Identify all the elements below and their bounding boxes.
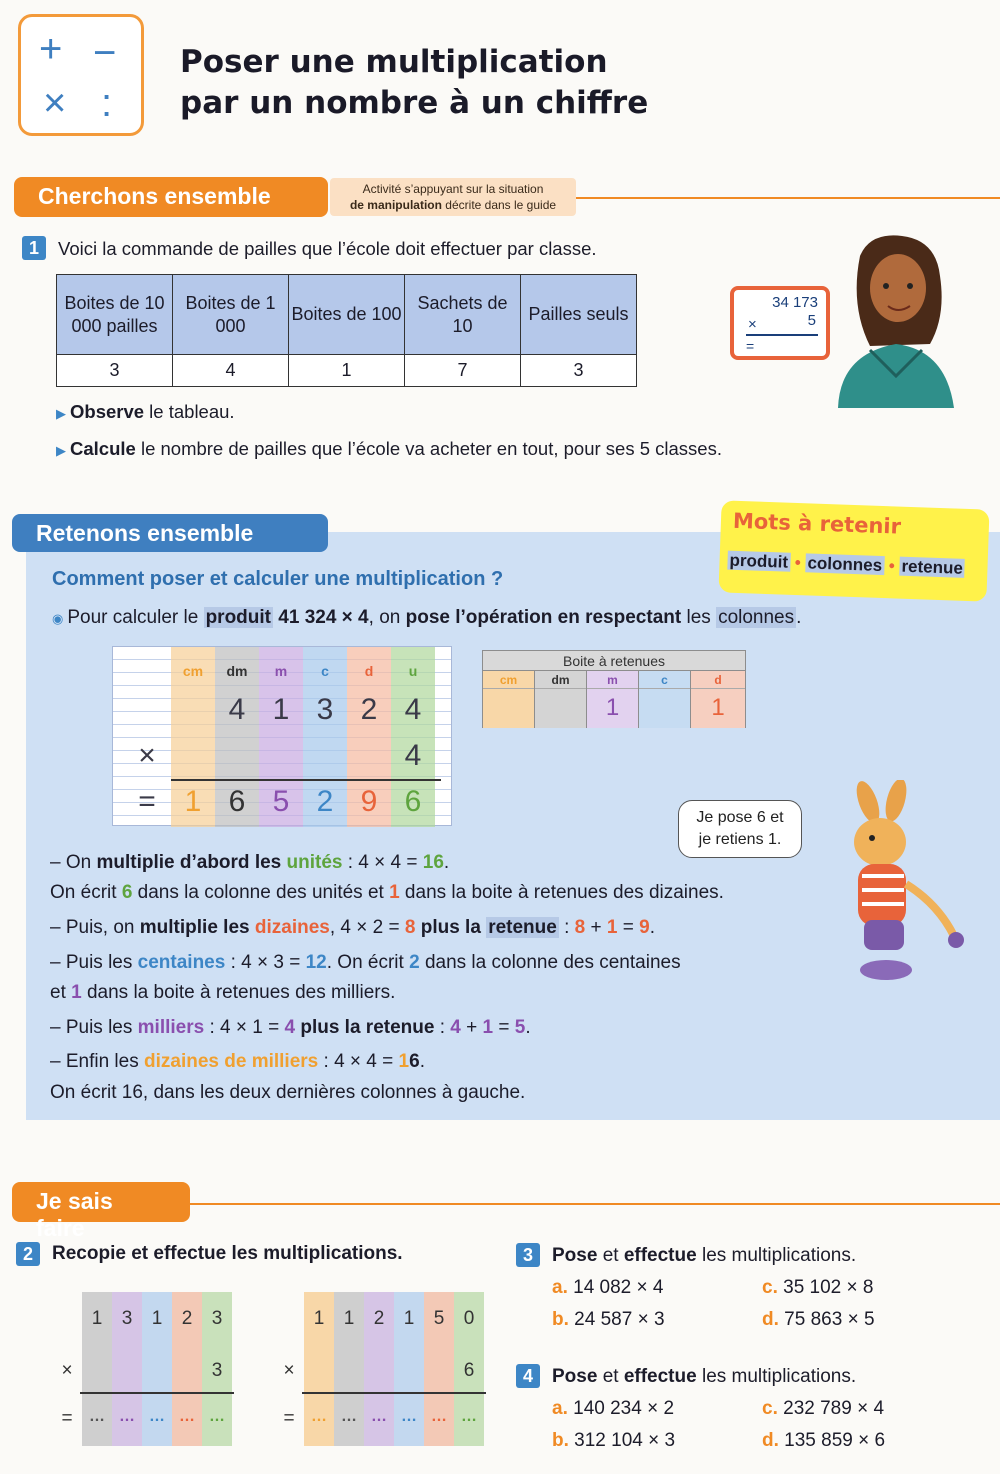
keyword: retenue (901, 556, 964, 578)
section-divider (576, 197, 1000, 199)
activity-note: Activité s’appuyant sur la situation de manipulation décrite dans le guide (330, 178, 576, 216)
circle-bullet-icon: ◉ (52, 611, 64, 626)
exercise-intro: Voici la commande de pailles que l’école doit effectuer par classe. (58, 238, 597, 259)
times-sign: × (283, 1360, 295, 1381)
times-icon: × (43, 81, 67, 125)
column-header: c (321, 663, 329, 679)
list-item: c. 35 102 × 8 (762, 1277, 874, 1298)
result-digit: 2 (316, 785, 334, 818)
exercise-number-badge: 4 (516, 1364, 540, 1388)
page-title: Poser une multiplication par un nombre à un chiffre (180, 44, 649, 121)
result-digit: 9 (360, 785, 378, 818)
explanation-line: – Puis les milliers : 4 × 1 = 4 plus la retenue : 4 + 1 = 5. (50, 1017, 531, 1038)
section-divider (190, 1203, 1000, 1205)
arrow-bullet-icon: ▶ (56, 406, 66, 421)
operations-logo (18, 14, 144, 136)
explanation-line: On écrit 6 dans la colonne des unités et 1 dans la boite à retenues des dizaines. (50, 882, 724, 903)
grid-digit: 1 (403, 1308, 415, 1329)
minus-icon: − (93, 31, 117, 75)
column-header: m (274, 663, 288, 679)
exercise-number-badge: 1 (22, 236, 46, 260)
cherchons-banner: Cherchons ensemble (14, 177, 328, 217)
grid-digit: 1 (151, 1308, 163, 1329)
operation-grid-2: 1 1 2 1 5 0 × 6 = … … … … … … (274, 1292, 494, 1446)
table-cell: 1 (289, 355, 405, 387)
list-item: a. 140 234 × 2 (552, 1398, 675, 1419)
plus-icon: + (39, 27, 63, 71)
rabbit-illustration (820, 780, 970, 990)
explanation-line: On écrit 16, dans les deux dernières colonnes à gauche. (50, 1082, 526, 1103)
grid-digit: 2 (181, 1308, 193, 1329)
exercise-number-badge: 3 (516, 1243, 540, 1267)
table-cell: 3 (521, 355, 637, 387)
table-header: Boites de 100 (289, 275, 405, 355)
grid-digit: 1 (272, 693, 290, 726)
equals-sign: = (138, 785, 156, 818)
list-item: c. 232 789 × 4 (762, 1398, 885, 1419)
order-table (56, 274, 637, 387)
result-digit: 1 (184, 785, 202, 818)
times-sign: × (138, 739, 156, 772)
grid-digit: 4 (404, 739, 422, 772)
exercise-instruction: Pose et effectue les multiplications. (552, 1245, 857, 1266)
explanation-line: – Puis les centaines : 4 × 3 = 12. On écrit 2 dans la colonne des centaines (50, 952, 681, 973)
table-cell: 3 (57, 355, 173, 387)
list-item: d. 75 863 × 5 (762, 1309, 875, 1330)
column-header: cm (182, 663, 204, 679)
arrow-bullet-icon: ▶ (56, 443, 66, 458)
result-digit: 6 (404, 785, 422, 818)
speech-bubble: Je pose 6 et je retiens 1. (678, 800, 802, 858)
column-header: u (408, 663, 418, 679)
equals-sign: = (283, 1408, 295, 1429)
table-header: Boites de 10 000 pailles (57, 275, 173, 355)
tablet: 34 173 × 5 = (730, 286, 830, 360)
grid-digit: 4 (404, 693, 422, 726)
keywords-box: Mots à retenir produit • colonnes • retenue (718, 500, 989, 601)
jesais-banner: Je sais faire (12, 1182, 190, 1222)
grid-digit: 1 (91, 1308, 103, 1329)
column-header: dm (226, 663, 248, 679)
grid-digit: 4 (228, 693, 246, 726)
instruction-observe: ▶ Observe le tableau. (56, 401, 235, 422)
times-sign: × (61, 1360, 73, 1381)
multiplication-grid (112, 646, 452, 826)
divide-icon: : (101, 81, 113, 125)
grid-digit: 0 (463, 1308, 475, 1329)
instruction-calcule: ▶ Calcule le nombre de pailles que l’école va acheter en tout, pour ses 5 classes. (56, 438, 722, 459)
list-item: b. 312 104 × 3 (552, 1430, 676, 1451)
operation-grid-1: 1 3 1 2 3 × 3 = … … … … … (52, 1292, 242, 1446)
exercise-instruction: Pose et effectue les multiplications. (552, 1366, 857, 1387)
result-digit: 5 (272, 785, 290, 818)
table-cell: 7 (405, 355, 521, 387)
explanation-line: – Puis, on multiplie les dizaines, 4 × 2 = 8 plus la retenue : 8 + 1 = 9. (50, 917, 655, 938)
table-header: Boites de 1 000 (173, 275, 289, 355)
exercise-instruction: Recopie et effectue les multiplications. (52, 1243, 403, 1264)
list-item: a. 14 082 × 4 (552, 1277, 664, 1298)
list-item: d. 135 859 × 6 (762, 1430, 886, 1451)
grid-digit: 1 (313, 1308, 325, 1329)
grid-digit: 3 (121, 1308, 133, 1329)
table-header: Pailles seuls (521, 275, 637, 355)
grid-digit: 6 (463, 1360, 475, 1381)
explanation-line: et 1 dans la boite à retenues des milliers. (50, 982, 396, 1003)
grid-digit: 3 (211, 1308, 223, 1329)
grid-digit: 2 (360, 693, 378, 726)
grid-digit: 3 (211, 1360, 223, 1381)
retenons-banner: Retenons ensemble (12, 514, 328, 552)
grid-digit: 2 (373, 1308, 385, 1329)
keyword: colonnes (807, 553, 883, 575)
list-item: b. 24 587 × 3 (552, 1309, 665, 1330)
equals-sign: = (61, 1408, 73, 1429)
grid-digit: 3 (316, 693, 334, 726)
grid-digit: 1 (343, 1308, 355, 1329)
column-header: d (364, 663, 374, 679)
exercise-number-badge: 2 (16, 1242, 40, 1266)
explanation-line: – On multiplie d’abord les unités : 4 × 4 = 16. (50, 852, 450, 873)
carry-box-title: Boite à retenues (483, 651, 745, 671)
result-digit: 6 (228, 785, 246, 818)
carry-box: Boite à retenues cm dm m 1 c d 1 (482, 650, 746, 728)
explanation-line: – Enfin les dizaines de milliers : 4 × 4 = 16. (50, 1051, 425, 1072)
table-cell: 4 (173, 355, 289, 387)
grid-digit: 5 (433, 1308, 445, 1329)
retenons-intro: ◉ Pour calculer le produit 41 324 × 4, on pose l’opération en respectant les colonnes . (52, 607, 802, 628)
table-header: Sachets de 10 (405, 275, 521, 355)
retenons-question: Comment poser et calculer une multiplication ? (52, 568, 504, 590)
keyword: produit (729, 550, 789, 572)
